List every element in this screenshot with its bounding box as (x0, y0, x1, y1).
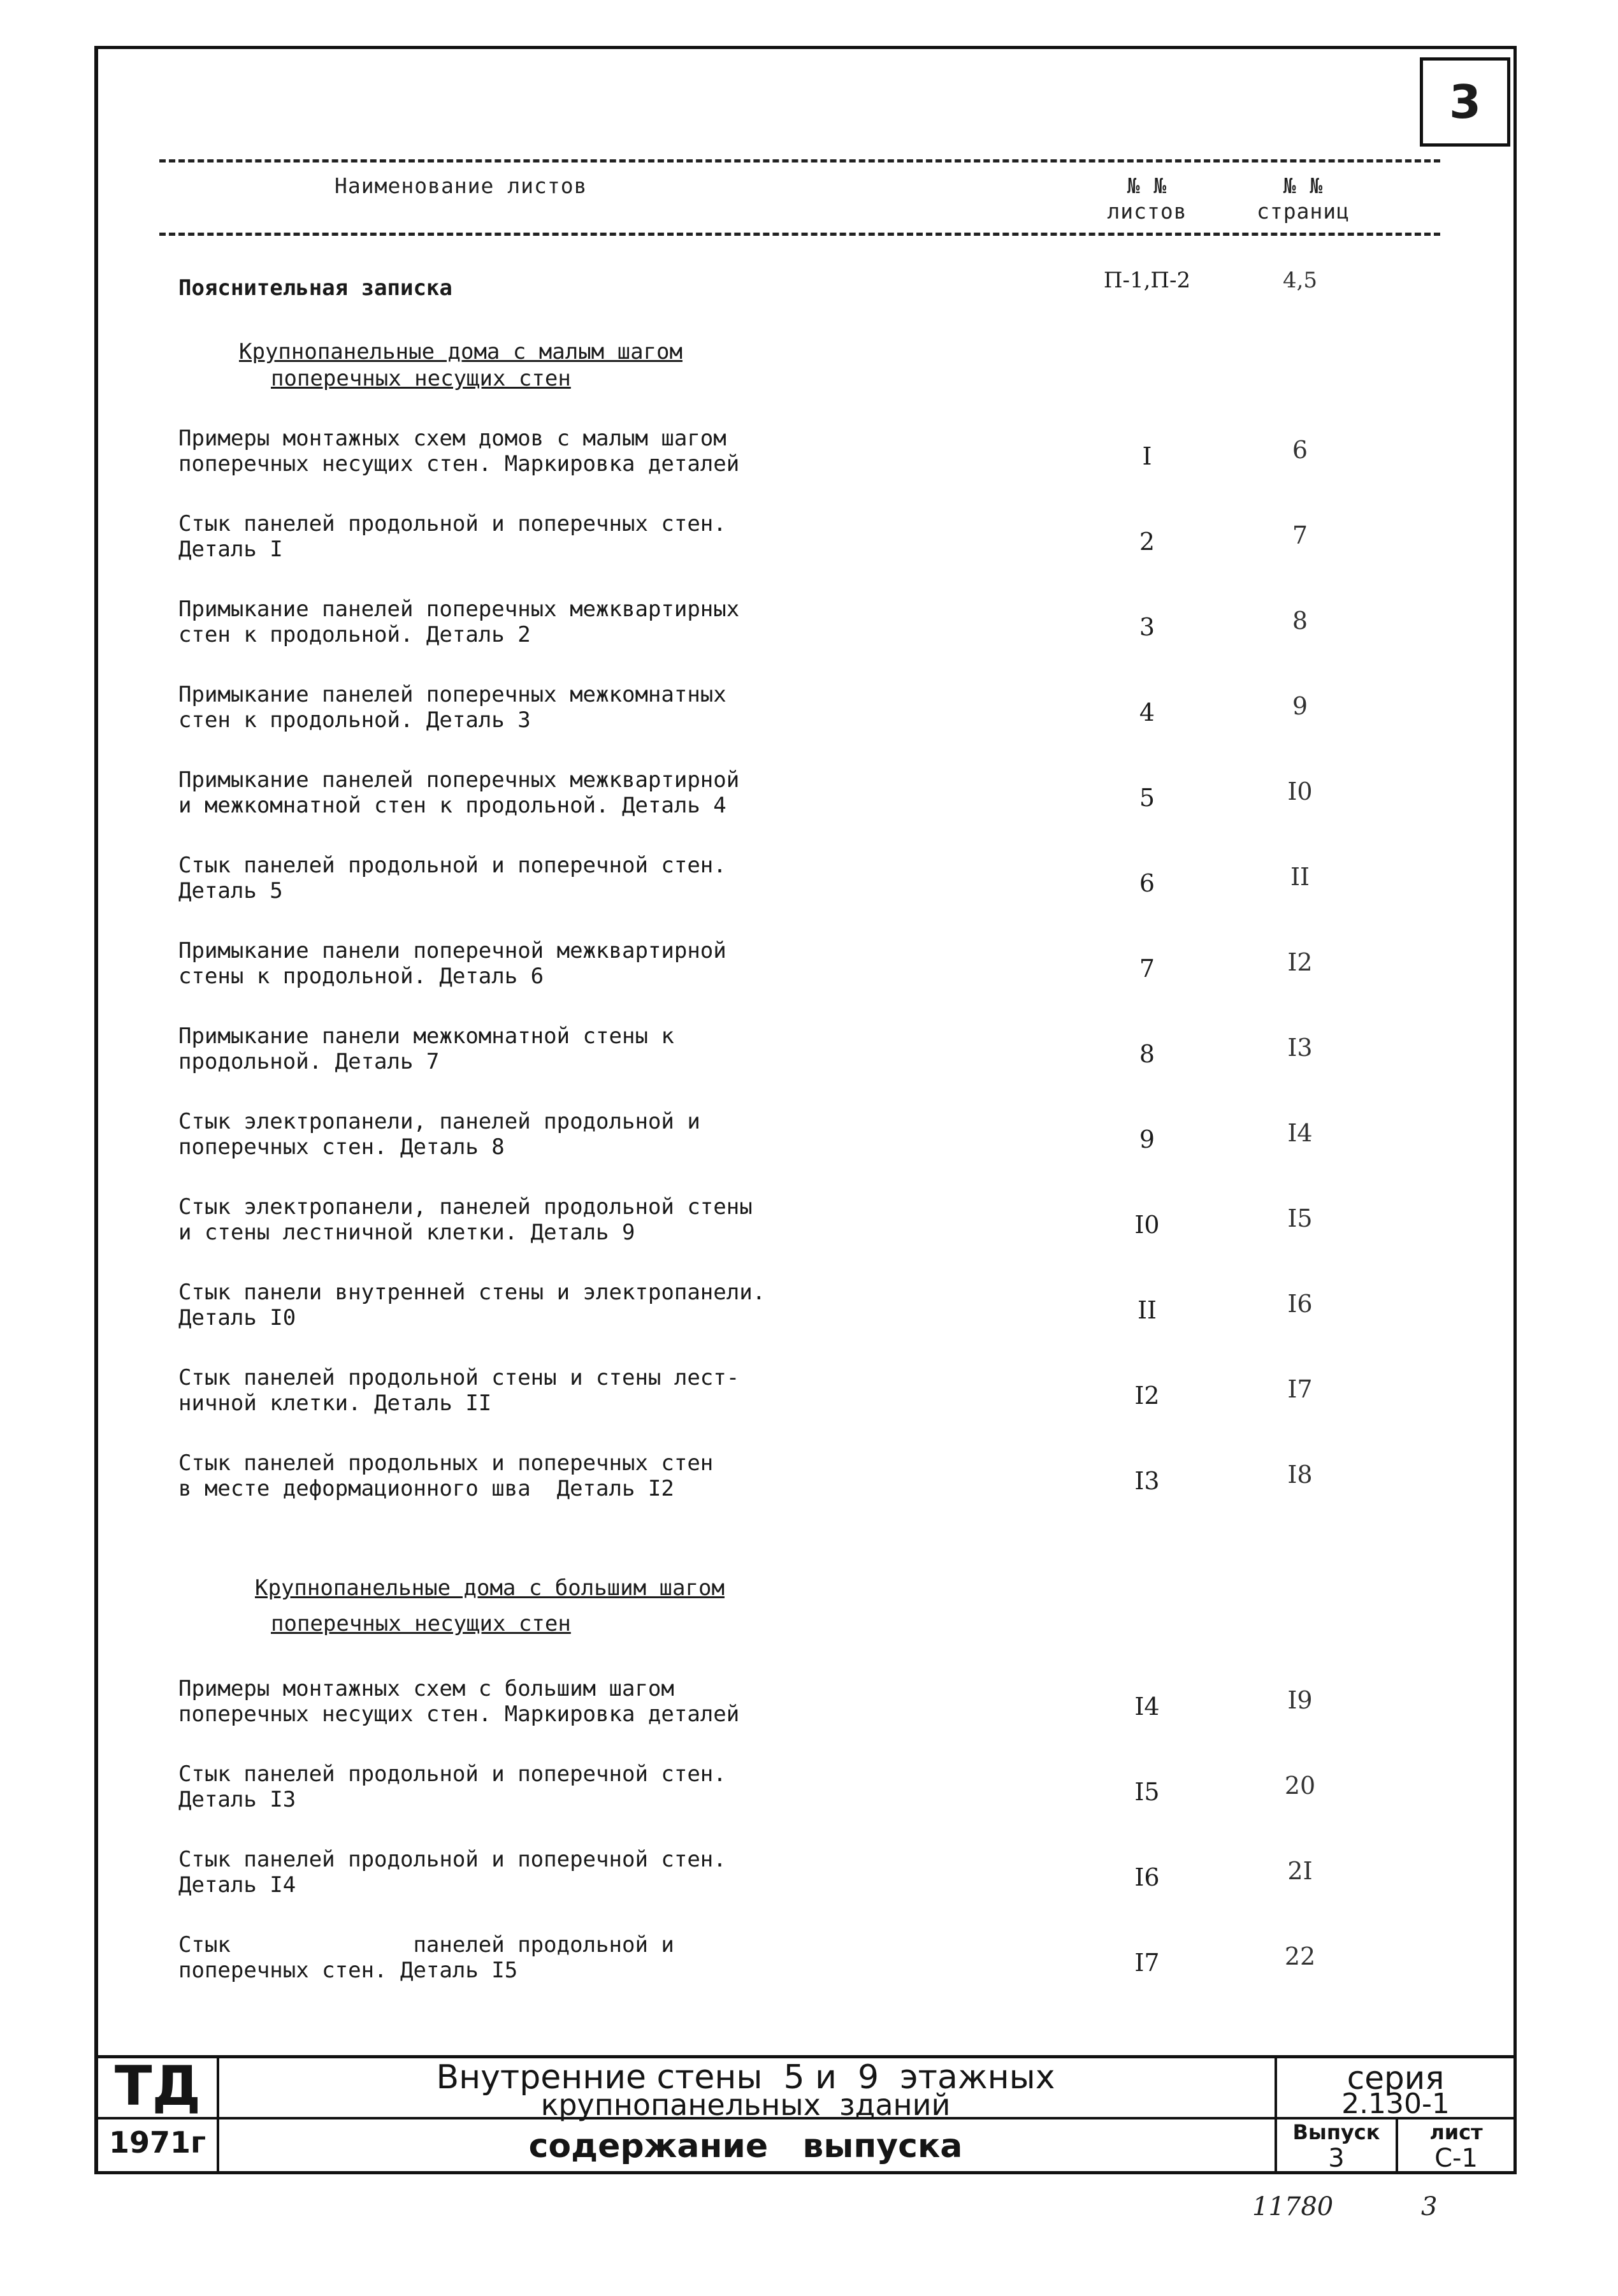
footer-code: 11780 (1252, 2192, 1334, 2221)
toc-row-page: I3 (1287, 1034, 1313, 1062)
toc-row-sheet: I3 (1134, 1467, 1160, 1495)
header-pages-line2: страниц (1256, 199, 1350, 224)
series-value: 2.130-1 (1341, 2088, 1450, 2120)
header-name-column: Наименование листов (335, 173, 588, 198)
toc-row-text: Примыкание панели поперечной межквартирной стены к продольной. Деталь 6 (178, 938, 726, 989)
toc-row-text: Стык панелей продольной и поперечной стен. Деталь I3 (178, 1761, 726, 1812)
header-pages-line1: № № (1283, 173, 1324, 198)
toc-row-sheet: 6 (1139, 869, 1155, 897)
toc-row-page: I7 (1287, 1375, 1313, 1403)
sheet-label: лист (1429, 2120, 1483, 2144)
toc-row-page: I8 (1287, 1461, 1313, 1489)
toc-row-text: Стык панелей продольной и поперечной стен. Деталь 5 (178, 853, 726, 904)
sheet-value: С-1 (1434, 2144, 1478, 2173)
toc-row-sheet: 2 (1139, 528, 1155, 556)
section2-title-line2: поперечных несущих стен (271, 1611, 571, 1636)
toc-row-sheet: 3 (1139, 613, 1155, 641)
toc-row-text: Стык панелей продольной стены и стены лест- ничной клетки. Деталь II (178, 1365, 740, 1416)
toc-row-sheet: I7 (1134, 1949, 1160, 1977)
toc-row-page: 22 (1284, 1942, 1316, 1970)
toc-row-text: Стык панелей продольной и поперечных стен. Деталь I5 (178, 1932, 674, 1983)
toc-row-page: I0 (1287, 777, 1313, 805)
toc-row-page: I2 (1287, 948, 1313, 976)
issue-label: Выпуск (1292, 2120, 1380, 2144)
toc-row-sheet: I2 (1134, 1382, 1160, 1410)
toc-row-page: I9 (1287, 1686, 1313, 1714)
toc-row-sheet: 8 (1139, 1040, 1155, 1068)
header-sheets-column (1096, 173, 1198, 224)
intro-page: 4,5 (1282, 268, 1318, 293)
toc-row-sheet: 5 (1139, 784, 1155, 812)
toc-row-text: Примыкание панелей поперечных межквартирных стен к продольной. Деталь 2 (178, 596, 740, 647)
toc-row-page: 6 (1292, 436, 1308, 464)
doc-title-line2: крупнопанельных зданий (540, 2088, 951, 2122)
header-bottom-rule (159, 233, 1440, 236)
footer-number: 3 (1421, 2192, 1438, 2221)
toc-row-page: I4 (1287, 1119, 1313, 1147)
toc-row-text: Примеры монтажных схем домов с малым шагом поперечных несущих стен. Маркировка деталей (178, 426, 740, 477)
toc-row-sheet: I6 (1134, 1863, 1160, 1891)
toc-row-page: 2I (1287, 1857, 1313, 1885)
toc-row-sheet: 9 (1139, 1125, 1155, 1153)
toc-row-text: Стык панелей продольных и поперечных стен в месте деформационного шва Деталь I2 (178, 1450, 714, 1501)
toc-row-page: 7 (1292, 521, 1308, 549)
toc-row-text: Примеры монтажных схем с большим шагом поперечных несущих стен. Маркировка деталей (178, 1676, 740, 1727)
toc-row-sheet: I5 (1134, 1778, 1160, 1806)
toc-row-page: 8 (1292, 607, 1308, 635)
toc-row-page: 9 (1292, 692, 1308, 720)
toc-row-sheet: II (1137, 1296, 1157, 1324)
toc-row-page: I5 (1287, 1204, 1313, 1232)
logo-td: ТД (114, 2054, 201, 2118)
toc-row-sheet: I0 (1134, 1211, 1160, 1239)
toc-row-page: 20 (1284, 1772, 1316, 1800)
intro-sheet: П-1,П-2 (1103, 268, 1191, 293)
header-sheets-line1: № № (1127, 173, 1167, 198)
toc-row-sheet: I (1142, 442, 1152, 470)
doc-title-line1: Внутренние стены 5 и 9 этажных (436, 2058, 1055, 2097)
section2-title-line1: Крупнопанельные дома с большим шагом (255, 1575, 725, 1601)
toc-row-text: Стык электропанели, панелей продольной стены и стены лестничной клетки. Деталь 9 (178, 1194, 753, 1245)
toc-row-text: Стык панелей продольной и поперечных стен. Деталь I (178, 511, 726, 562)
toc-row-text: Стык электропанели, панелей продольной и поперечных стен. Деталь 8 (178, 1109, 700, 1160)
page-number: 3 (1420, 57, 1510, 147)
intro-text: Пояснительная записка (178, 275, 452, 301)
toc-row-sheet: 4 (1139, 698, 1155, 726)
header-sheets-line2: листов (1107, 199, 1187, 224)
toc-row-text: Стык панелей продольной и поперечной стен. Деталь I4 (178, 1847, 726, 1898)
toc-row-page: I6 (1287, 1290, 1313, 1318)
issue-value: 3 (1328, 2144, 1345, 2173)
toc-row-sheet: 7 (1139, 955, 1155, 983)
toc-row-text: Примыкание панелей поперечных межкомнатных стен к продольной. Деталь 3 (178, 682, 726, 733)
toc-row-text: Примыкание панелей поперечных межквартирной и межкомнатной стен к продольной. Деталь 4 (178, 767, 740, 818)
series-label: серия (1347, 2060, 1445, 2097)
header-top-rule (159, 159, 1440, 162)
toc-row-text: Примыкание панели межкомнатной стены к продольной. Деталь 7 (178, 1023, 674, 1074)
section1-title-line1: Крупнопанельные дома с малым шагом (239, 339, 683, 365)
year: 1971г (108, 2125, 206, 2160)
header-pages-column (1249, 173, 1357, 224)
doc-subtitle: содержание выпуска (528, 2127, 963, 2165)
section1-title-line2: поперечных несущих стен (271, 366, 571, 391)
toc-row-text: Стык панели внутренней стены и электропанели. Деталь I0 (178, 1280, 766, 1331)
toc-row-page: II (1290, 863, 1310, 891)
toc-row-sheet: I4 (1134, 1693, 1160, 1721)
